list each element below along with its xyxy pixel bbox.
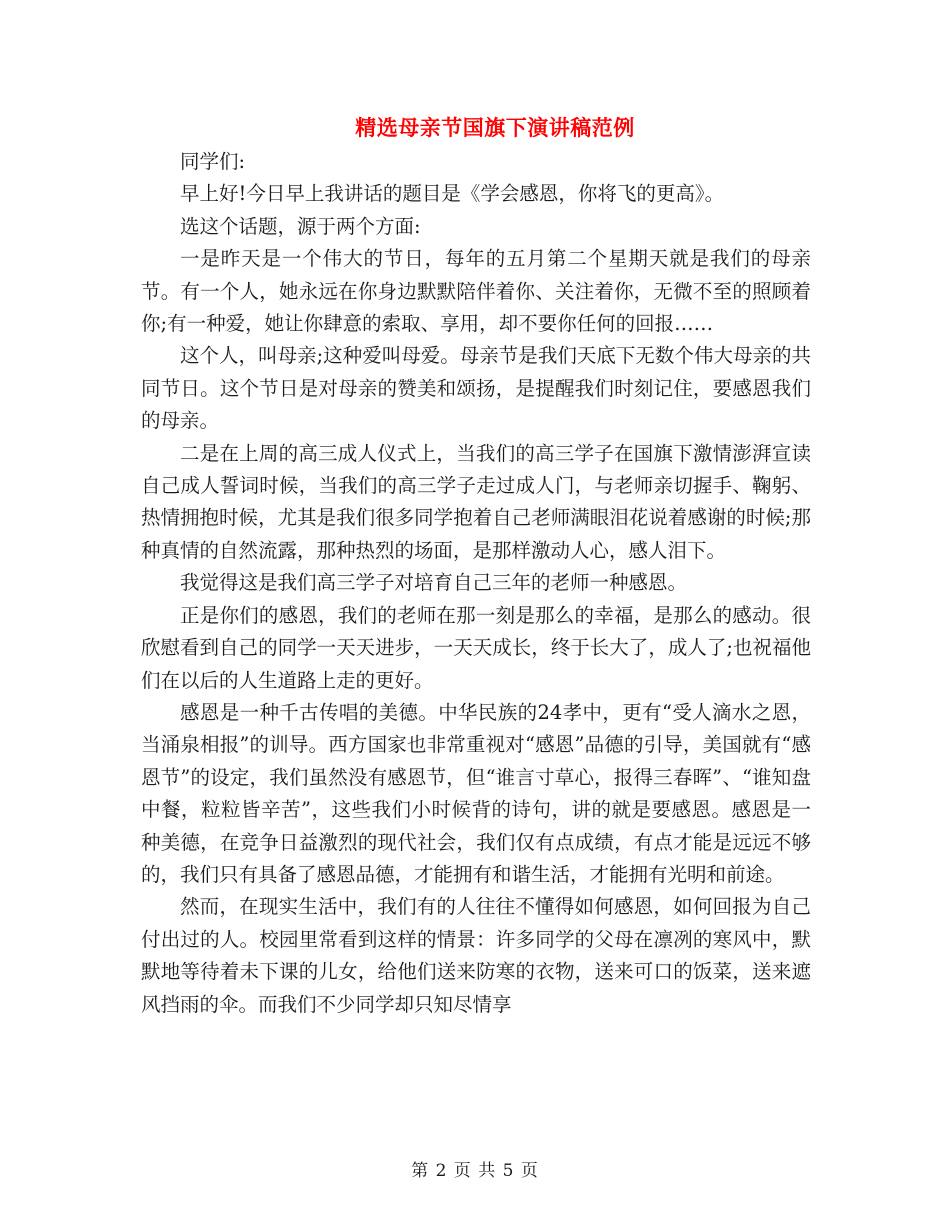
paragraph-greeting: 早上好!今日早上我讲话的题目是《学会感恩，你将飞的更高》。	[180, 182, 725, 206]
paragraph-gratitude-virtue: 感恩是一种千古传唱的美德。中华民族的24孝中，更有“受人滴水之恩，当涌泉相报”的训导。西方国家也非常重视对“感恩”品德的引导，美国就有“感恩节”的设定，我们虽然没有感恩节，但“谁言寸草心，报得三春晖”、“谁知盘中餐，粒粒皆辛苦”，这些我们小时候背的诗句，讲的就是要感恩。感恩是一种美德，在竞争日益激烈的现代社会，我们仅有点成绩，有点才能是远远不够的，我们只有具备了感恩品德，才能拥有和谐生活，才能拥有光明和前途。	[141, 700, 811, 886]
page-number-footer: 第 2 页 共 5 页	[411, 1161, 539, 1181]
paragraph-mothers-day: 一是昨天是一个伟大的节日，每年的五月第二个星期天就是我们的母亲节。有一个人，她永远在你身边默默陪伴着你、关注着你，无微不至的照顾着你;有一种爱，她让你肆意的索取、享用，却不要你任何的回报……	[141, 247, 811, 336]
paragraph-topic-source: 选这个话题，源于两个方面:	[180, 214, 421, 238]
paragraph-reality: 然而，在现实生活中，我们有的人往往不懂得如何感恩，如何回报为自己付出过的人。校园里常看到这样的情景：许多同学的父母在凛冽的寒风中，默默地等待着未下课的儿女，给他们送来防寒的衣物，送来可口的饭菜，送来遮风挡雨的伞。而我们不少同学却只知尽情享	[141, 895, 811, 1016]
paragraph-gratitude-teachers: 我觉得这是我们高三学子对培育自己三年的老师一种感恩。	[180, 571, 688, 595]
paragraph-teachers-happiness: 正是你们的感恩，我们的老师在那一刻是那么的幸福，是那么的感动。很欣慰看到自己的同学一天天进步，一天天成长，终于长大了，成人了;也祝福他们在以后的人生道路上走的更好。	[141, 603, 811, 692]
document-title: 精选母亲节国旗下演讲稿范例	[355, 115, 635, 140]
document-body	[141, 146, 811, 1021]
paragraph-coming-of-age: 二是在上周的高三成人仪式上，当我们的高三学子在国旗下激情澎湃宣读自己成人誓词时候，当我们的高三学子走过成人门，与老师亲切握手、鞠躬、热情拥抱时候，尤其是我们很多同学抱着自己老师满眼泪花说着感谢的时候;那种真情的自然流露，那种热烈的场面，是那样激动人心，感人泪下。	[141, 441, 811, 562]
paragraph-mother-love: 这个人，叫母亲;这种爱叫母爱。母亲节是我们天底下无数个伟大母亲的共同节日。这个节日是对母亲的赞美和颂扬，是提醒我们时刻记住，要感恩我们的母亲。	[141, 344, 811, 433]
paragraph-salutation: 同学们:	[180, 150, 246, 173]
